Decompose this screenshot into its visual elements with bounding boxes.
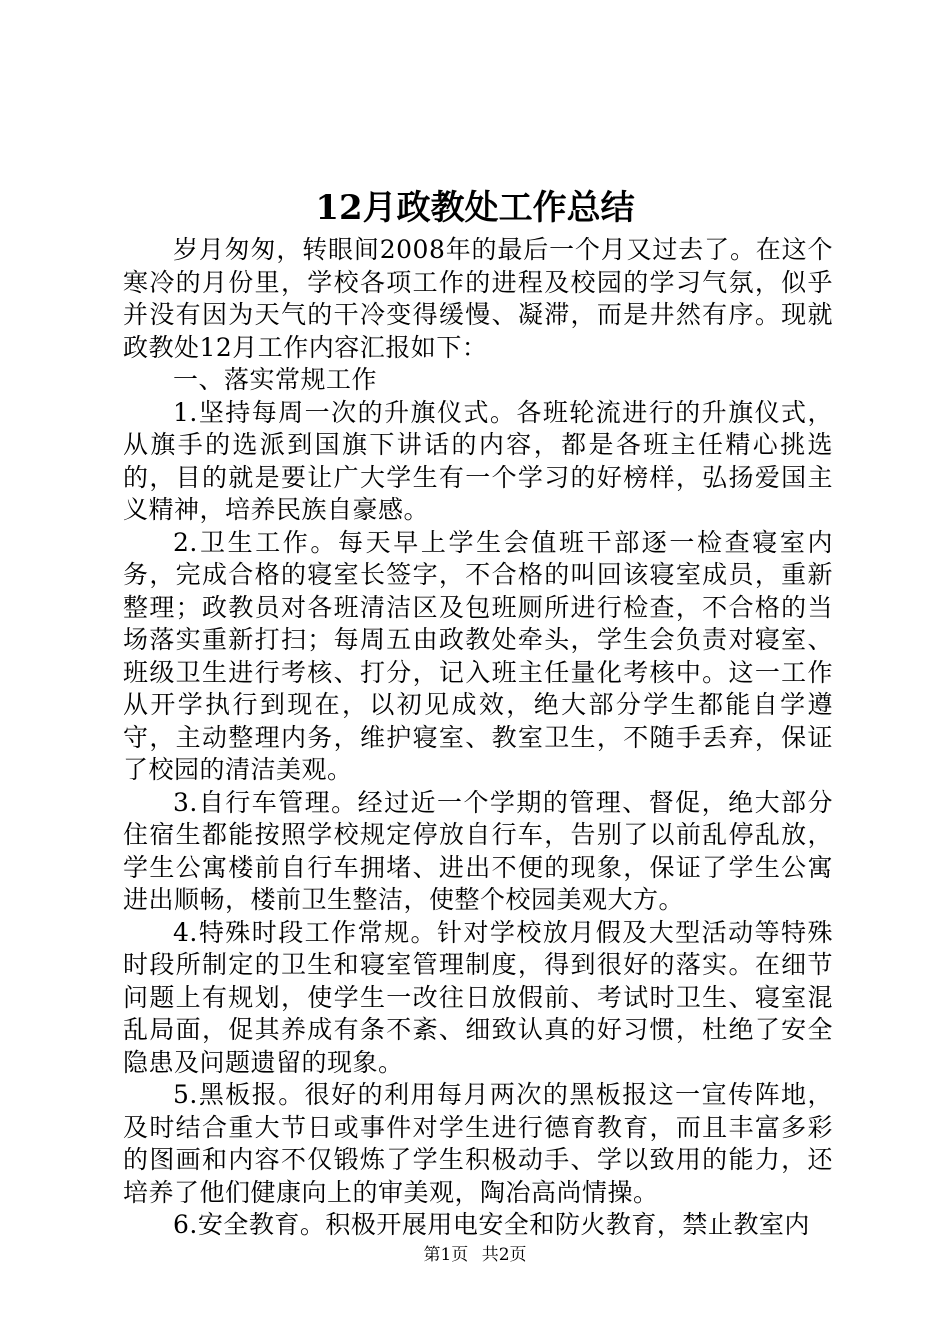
page-total: 共2页 <box>481 1245 527 1265</box>
paragraph-item-5: 5.黑板报。很好的利用每月两次的黑板报这一宣传阵地，及时结合重大节日或事件对学生进行德育教育，而且丰富多彩的图画和内容不仅锻炼了学生积极动手、学以致用的能力，还培养了他们健康向上的审美观，陶冶高尚情操。 <box>123 1080 833 1207</box>
paragraph-intro: 岁月匆匆，转眼间2008年的最后一个月又过去了。在这个寒冷的月份里，学校各项工作的进程及校园的学习气氛，似乎并没有因为天气的干冷变得缓慢、凝滞，而是井然有序。现就政教处12月工作内容汇报如下： <box>123 235 833 362</box>
page-footer <box>0 1243 950 1267</box>
section-heading: 一、落实常规工作 <box>173 365 378 394</box>
paragraph-item-3: 3.自行车管理。经过近一个学期的管理、督促，绝大部分住宿生都能按照学校规定停放自行车，告别了以前乱停乱放，学生公寓楼前自行车拥堵、进出不便的现象，保证了学生公寓进出顺畅，楼前卫生整洁，使整个校园美观大方。 <box>123 787 833 914</box>
paragraph-item-2: 2.卫生工作。每天早上学生会值班干部逐一检查寝室内务，完成合格的寝室长签字，不合格的叫回该寝室成员，重新整理；政教员对各班清洁区及包班厕所进行检查，不合格的当场落实重新打扫；每周五由政教处牵头，学生会负责对寝室、班级卫生进行考核、打分，记入班主任量化考核中。这一工作从开学执行到现在，以初见成效，绝大部分学生都能自学遵守，主动整理内务，维护寝室、教室卫生，不随手丢弃，保证了校园的清洁美观。 <box>123 527 833 784</box>
paragraph-item-4: 4.特殊时段工作常规。针对学校放月假及大型活动等特殊时段所制定的卫生和寝室管理制度，得到很好的落实。在细节问题上有规划，使学生一改往日放假前、考试时卫生、寝室混乱局面，促其养成有条不紊、细致认真的好习惯，杜绝了安全隐患及问题遗留的现象。 <box>123 917 833 1077</box>
paragraph-item-1: 1.坚持每周一次的升旗仪式。各班轮流进行的升旗仪式，从旗手的选派到国旗下讲话的内容，都是各班主任精心挑选的，目的就是要让广大学生有一个学习的好榜样，弘扬爱国主义精神，培养民族自豪感。 <box>123 397 833 524</box>
document-title: 12月政教处工作总结 <box>315 188 635 228</box>
document-body <box>123 234 833 1242</box>
page-number: 第1页 <box>423 1245 469 1265</box>
paragraph-item-6: 6.安全教育。积极开展用电安全和防火教育，禁止教室内 <box>173 1210 810 1239</box>
